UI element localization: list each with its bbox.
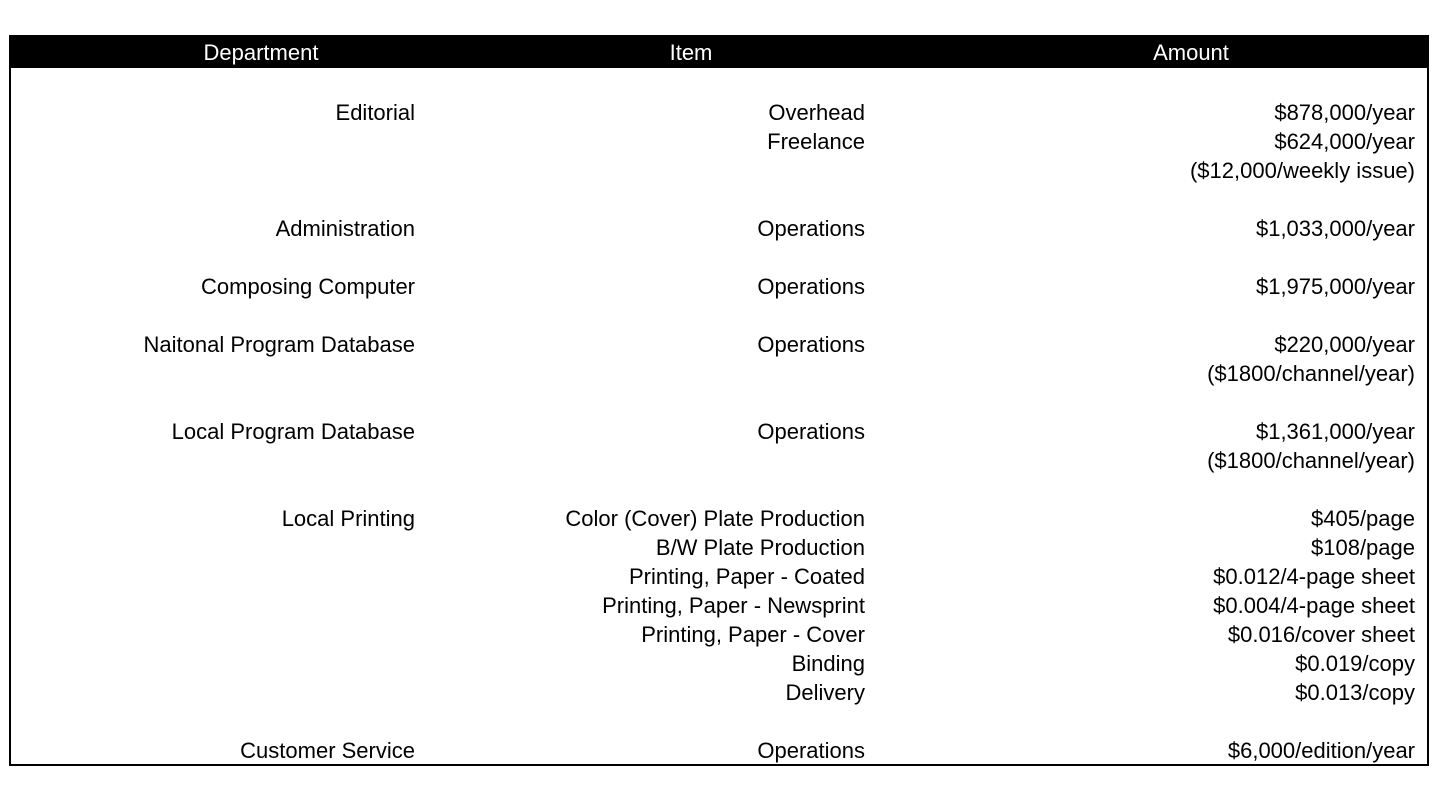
amount-value: $0.004/4-page sheet: [1213, 593, 1415, 618]
item-label: Operations: [757, 332, 865, 357]
row-editorial-amounts: [1190, 98, 1415, 185]
amount-value: $108/page: [1311, 535, 1415, 560]
amount-value: $0.019/copy: [1295, 651, 1415, 676]
cost-table: [9, 35, 1429, 766]
row-editorial-items: [767, 98, 865, 156]
header-item: Item: [669, 40, 713, 65]
amount-value: $0.013/copy: [1295, 680, 1415, 705]
row-national-db-items: [757, 330, 865, 359]
table-header: [11, 37, 1427, 68]
amount-value: $624,000/year: [1274, 129, 1415, 154]
amount-value: $0.016/cover sheet: [1227, 622, 1415, 647]
row-administration-items: [757, 214, 865, 243]
item-label: Operations: [757, 274, 865, 299]
item-label: Color (Cover) Plate Production: [565, 506, 865, 531]
row-administration-department: Administration: [275, 216, 415, 241]
row-customer-service-department: Customer Service: [240, 738, 415, 763]
item-label: Overhead: [768, 100, 865, 125]
amount-value: $0.012/4-page sheet: [1213, 564, 1415, 589]
item-label: Operations: [757, 216, 865, 241]
amount-value: $6,000/edition/year: [1227, 738, 1415, 763]
row-national-db-amounts: [1207, 330, 1415, 388]
row-composing-items: [757, 272, 865, 301]
row-local-db-department: Local Program Database: [171, 419, 415, 444]
amount-value: $405/page: [1311, 506, 1415, 531]
row-national-db-department: Naitonal Program Database: [143, 332, 415, 357]
amount-value: ($1800/channel/year): [1207, 361, 1415, 386]
item-label: Operations: [757, 738, 865, 763]
row-local-printing-amounts: [1213, 504, 1415, 707]
row-composing-department: Composing Computer: [201, 274, 415, 299]
row-composing-amounts: [1256, 272, 1415, 301]
item-label: Operations: [757, 419, 865, 444]
item-label: Printing, Paper - Cover: [641, 622, 865, 647]
amount-value: ($12,000/weekly issue): [1189, 158, 1415, 183]
header-amount: Amount: [1153, 40, 1229, 65]
amount-value: $1,975,000/year: [1255, 274, 1415, 299]
row-customer-service-amounts: [1228, 736, 1415, 765]
item-label: Freelance: [767, 129, 865, 154]
amount-value: $878,000/year: [1274, 100, 1415, 125]
row-customer-service-items: [757, 736, 865, 765]
header-department: Department: [203, 40, 319, 65]
amount-value: ($1800/channel/year): [1207, 448, 1415, 473]
amount-value: $1,361,000/year: [1255, 419, 1415, 444]
row-local-printing-department: Local Printing: [281, 506, 415, 531]
row-editorial-department: Editorial: [335, 100, 415, 125]
row-local-db-amounts: [1207, 417, 1415, 475]
item-label: B/W Plate Production: [655, 535, 865, 560]
amount-value: $220,000/year: [1274, 332, 1415, 357]
item-label: Printing, Paper - Coated: [628, 564, 865, 589]
amount-value: $1,033,000/year: [1255, 216, 1415, 241]
item-label: Delivery: [785, 680, 865, 705]
row-local-db-items: [757, 417, 865, 446]
row-administration-amounts: [1256, 214, 1415, 243]
item-label: Printing, Paper - Newsprint: [602, 593, 865, 618]
item-label: Binding: [791, 651, 865, 676]
row-local-printing-items: [565, 504, 865, 707]
